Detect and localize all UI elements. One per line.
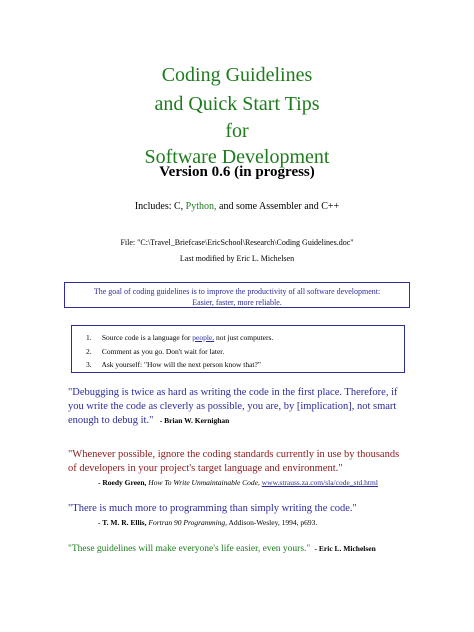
quote-source: How To Write Unmaintainable Code,: [148, 478, 260, 487]
quote-ellis: [68, 502, 406, 530]
tip-item-1: [86, 333, 273, 342]
title-line-2: and Quick Start Tips: [154, 93, 320, 115]
quote-green: [68, 448, 406, 490]
tip-text: Ask yourself: "How will the next person know that?": [101, 360, 261, 369]
last-modified: Last modified by Eric L. Michelsen: [179, 254, 295, 263]
quote-author: - Brian W. Kernighan: [159, 416, 230, 425]
tip-item-2: [86, 347, 224, 356]
tip-number: 3.: [86, 360, 92, 369]
quote-kernighan: [68, 386, 406, 428]
goal-line-1: The goal of coding guidelines is to improve the productivity of all software development:: [93, 287, 381, 296]
quote-author: - Roedy Green, How To Write Unmaintainable Code, www.strauss.za.com/sla/code_std.html: [98, 478, 378, 487]
quote-text: "Whenever possible, ignore the coding standards currently in use by thousands of developers in your project's target language and environment.": [68, 449, 400, 474]
quote-publisher: Addison-Wesley, 1994, p693.: [228, 518, 318, 527]
tip-number: 2.: [86, 347, 92, 356]
people-link[interactable]: people,: [192, 333, 215, 342]
goal-box: [64, 282, 410, 308]
quote-author: - Eric L. Michelsen: [314, 544, 376, 553]
version-label: Version 0.6 (in progress): [159, 164, 315, 180]
file-path: File: "C:\Travel_Briefcase\EricSchool\Research\Coding Guidelines.doc": [120, 238, 354, 247]
quote-text: "Debugging is twice as hard as writing the code in the first place. Therefore, if you write the code as cleverly as possible, you are, by [implication], not smart enough to debug it.": [68, 387, 398, 426]
title-line-1: Coding Guidelines: [161, 64, 313, 86]
quote-text: "These guidelines will make everyone's life easier, even yours.": [68, 544, 311, 554]
tip-text: Source code is a language for: [101, 333, 191, 342]
tip-text: Comment as you go. Don't wait for later.: [101, 347, 225, 356]
quote-michelsen: [68, 542, 406, 556]
tip-item-3: [86, 360, 261, 369]
source-url-link[interactable]: www.strauss.za.com/sla/code_std.html: [261, 478, 378, 487]
quote-text: "There is much more to programming than simply writing the code.": [68, 503, 357, 514]
includes-suffix: and some Assembler and C++: [219, 201, 340, 212]
title-line-3: for: [225, 120, 249, 142]
includes-prefix: Includes: C,: [134, 201, 184, 212]
goal-line-2: Easier, faster, more reliable.: [192, 298, 282, 307]
includes-python: Python,: [185, 201, 217, 212]
quote-author: - T. M. R. Ellis, Fortran 90 Programming, Addison-Wesley, 1994, p693.: [98, 518, 318, 527]
tips-box: [71, 325, 405, 373]
tip-text: not just computers.: [216, 333, 274, 342]
includes-line: [0, 201, 474, 212]
quote-source: Fortran 90 Programming,: [148, 518, 228, 527]
title-line-4: Software Development: [144, 146, 330, 168]
tip-number: 1.: [86, 333, 92, 342]
